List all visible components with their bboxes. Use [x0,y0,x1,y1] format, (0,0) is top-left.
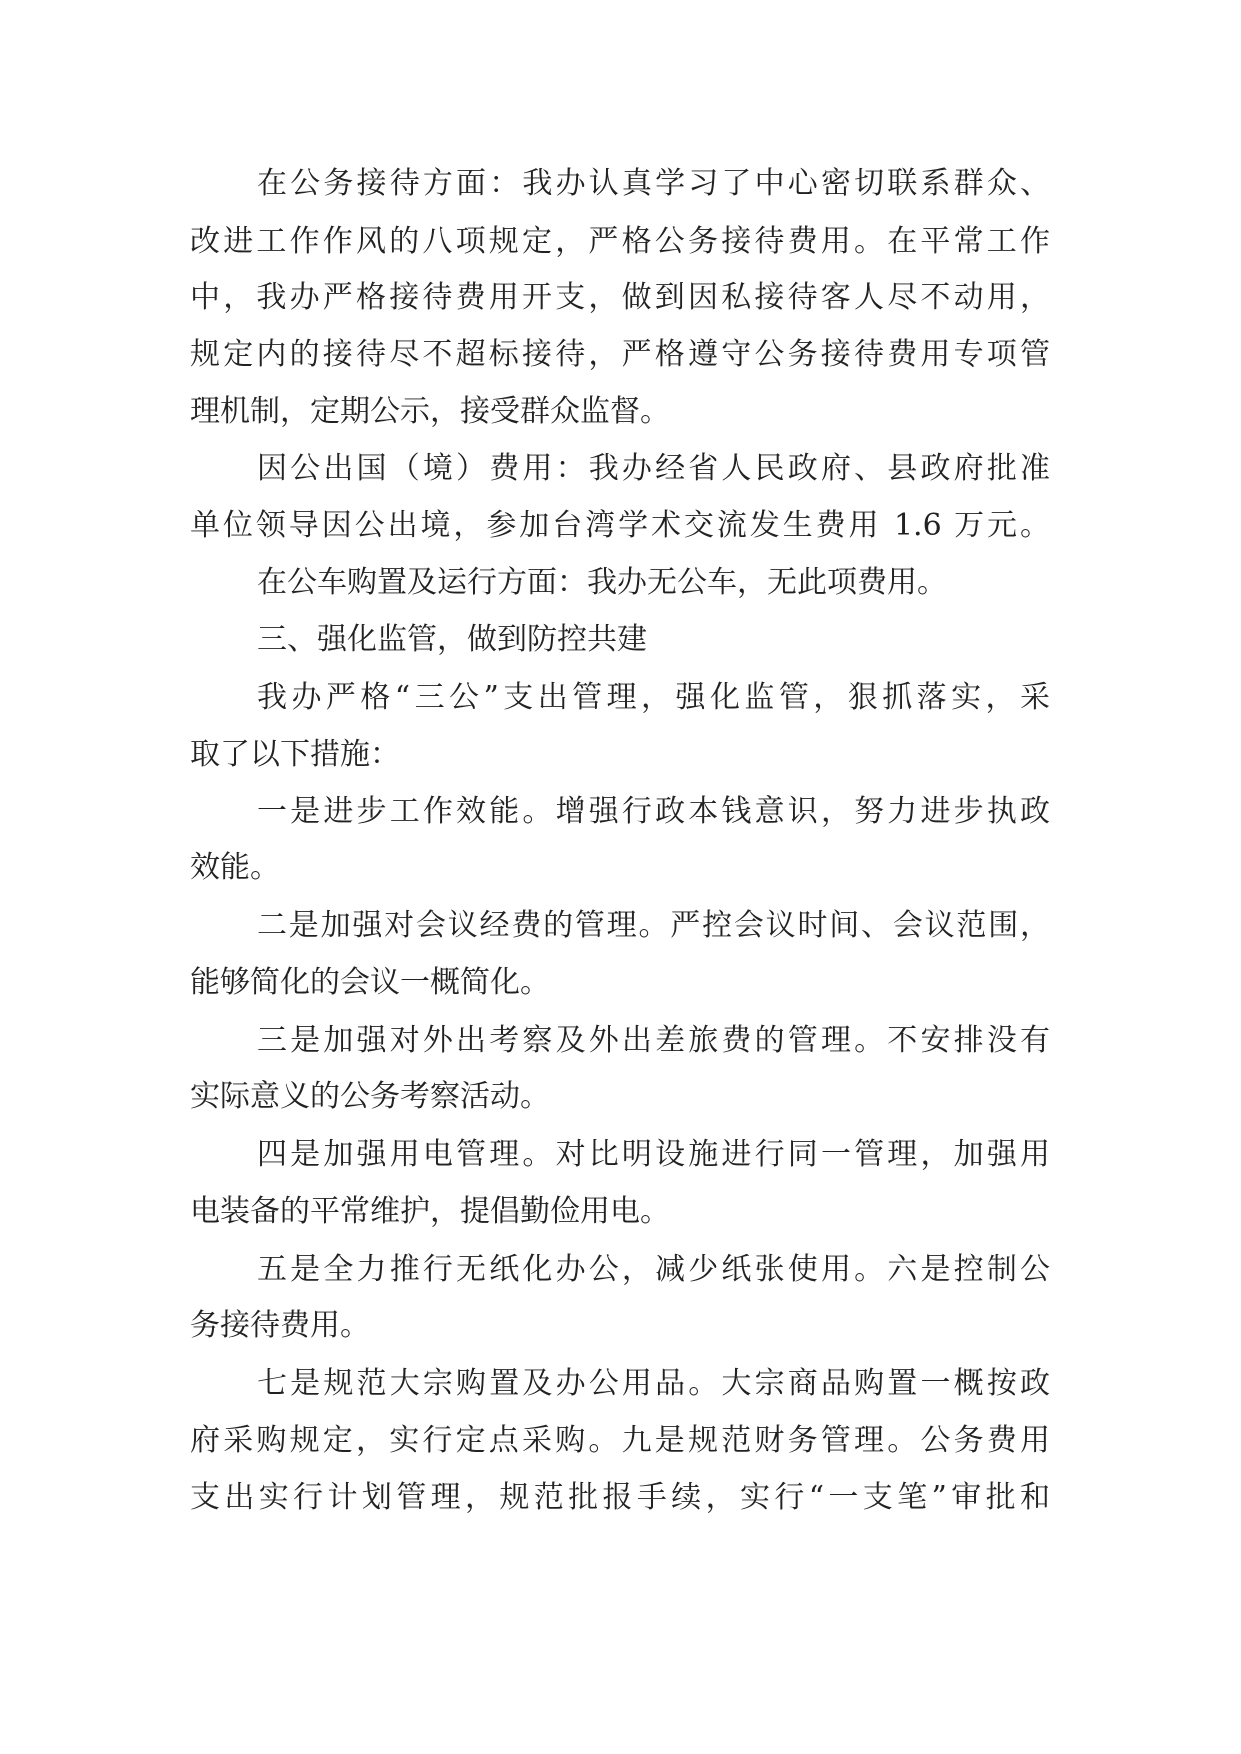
paragraph-line: 府采购规定，实行定点采购。九是规范财务管理。公务费用 [190,1423,1050,1458]
paragraph-line: 一是进步工作效能。增强行政本钱意识，努力进步执政 [257,794,1050,829]
paragraph-line: 取了以下措施： [190,737,400,772]
section-heading: 三、强化监管，做到防控共建 [257,622,647,657]
paragraph-line: 能够简化的会议一概简化。 [190,965,550,1000]
paragraph-line: 在公车购置及运行方面：我办无公车，无此项费用。 [257,565,947,600]
paragraph-line: 单位领导因公出境，参加台湾学术交流发生费用 1.6 万元。 [190,508,1050,543]
paragraph-line: 电装备的平常维护，提倡勤俭用电。 [190,1194,670,1229]
paragraph-line: 七是规范大宗购置及办公用品。大宗商品购置一概按政 [257,1366,1050,1401]
paragraph-line: 中，我办严格接待费用开支，做到因私接待客人尽不动用， [190,280,1050,315]
paragraph-line: 四是加强用电管理。对比明设施进行同一管理，加强用 [257,1137,1050,1172]
paragraph-line: 三是加强对外出考察及外出差旅费的管理。不安排没有 [257,1023,1050,1058]
paragraph-line: 效能。 [190,850,280,885]
paragraph-line: 规定内的接待尽不超标接待，严格遵守公务接待费用专项管 [190,337,1050,372]
paragraph-line: 二是加强对会议经费的管理。严控会议时间、会议范围， [257,908,1050,943]
paragraph-line: 务接待费用。 [190,1308,370,1343]
paragraph-line: 理机制，定期公示，接受群众监督。 [190,394,670,429]
paragraph-line: 在公务接待方面：我办认真学习了中心密切联系群众、 [257,166,1050,201]
paragraph-line: 我办严格“三公”支出管理，强化监管，狠抓落实，采 [257,680,1050,715]
paragraph-line: 五是全力推行无纸化办公，减少纸张使用。六是控制公 [257,1252,1050,1287]
paragraph-line: 因公出国（境）费用：我办经省人民政府、县政府批准 [257,451,1050,486]
paragraph-line: 改进工作作风的八项规定，严格公务接待费用。在平常工作 [190,224,1050,259]
paragraph-line: 实际意义的公务考察活动。 [190,1079,550,1114]
paragraph-line: 支出实行计划管理，规范批报手续，实行“一支笔”审批和 [190,1480,1050,1515]
